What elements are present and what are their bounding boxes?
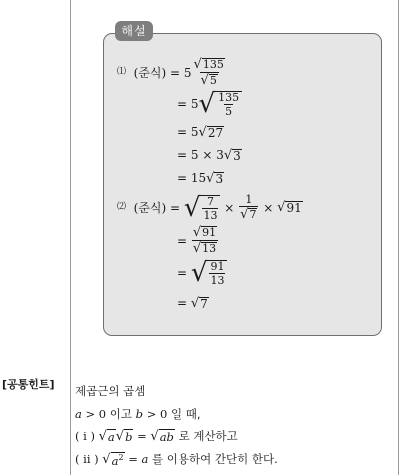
p1-step1: ⑴ (준식) = 5 √ 135 √ 5 xyxy=(117,57,224,88)
p1-step5: = 15 √ 3 xyxy=(177,171,224,186)
p2-step3: = √ $\frac{91}{13}$ xyxy=(177,260,227,286)
p1-number: ⑴ xyxy=(117,67,127,77)
p1-step4: = 5 × 3 √ 3 xyxy=(177,148,241,163)
p1-label: (준식) xyxy=(133,65,167,80)
p1-step2: = 5 √ $\frac{135}{5}$ xyxy=(177,91,242,117)
hint-title: 제곱근의 곱셈 xyxy=(75,384,146,398)
common-hint-label: [공통힌트] xyxy=(2,378,55,391)
p2-step1: ⑵ (준식) = √ $\frac{7}{13}$ × 1 √ 7 × √ 91 xyxy=(117,192,302,223)
hint-rule-2: ( ii ) √ $a^2$ = a 를 이용하여 간단히 한다. xyxy=(75,452,278,468)
p2-step2: = √ 91 √ 13 xyxy=(177,225,217,256)
p2-number: ⑵ xyxy=(117,202,127,212)
hint-rule-1: ( i ) √ a √ b = √ ab 로 계산하고 xyxy=(75,429,238,444)
hint-condition: a > 0 이고 b > 0 일 때, xyxy=(75,407,201,421)
solution-tag: 해설 xyxy=(115,21,153,41)
p2-step4: = √ 7 xyxy=(177,296,208,311)
p1-fraction: √ 135 √ 5 xyxy=(193,57,224,88)
p2-label: (준식) xyxy=(133,200,167,215)
p1-step3: = 5 √ 27 xyxy=(177,125,224,140)
